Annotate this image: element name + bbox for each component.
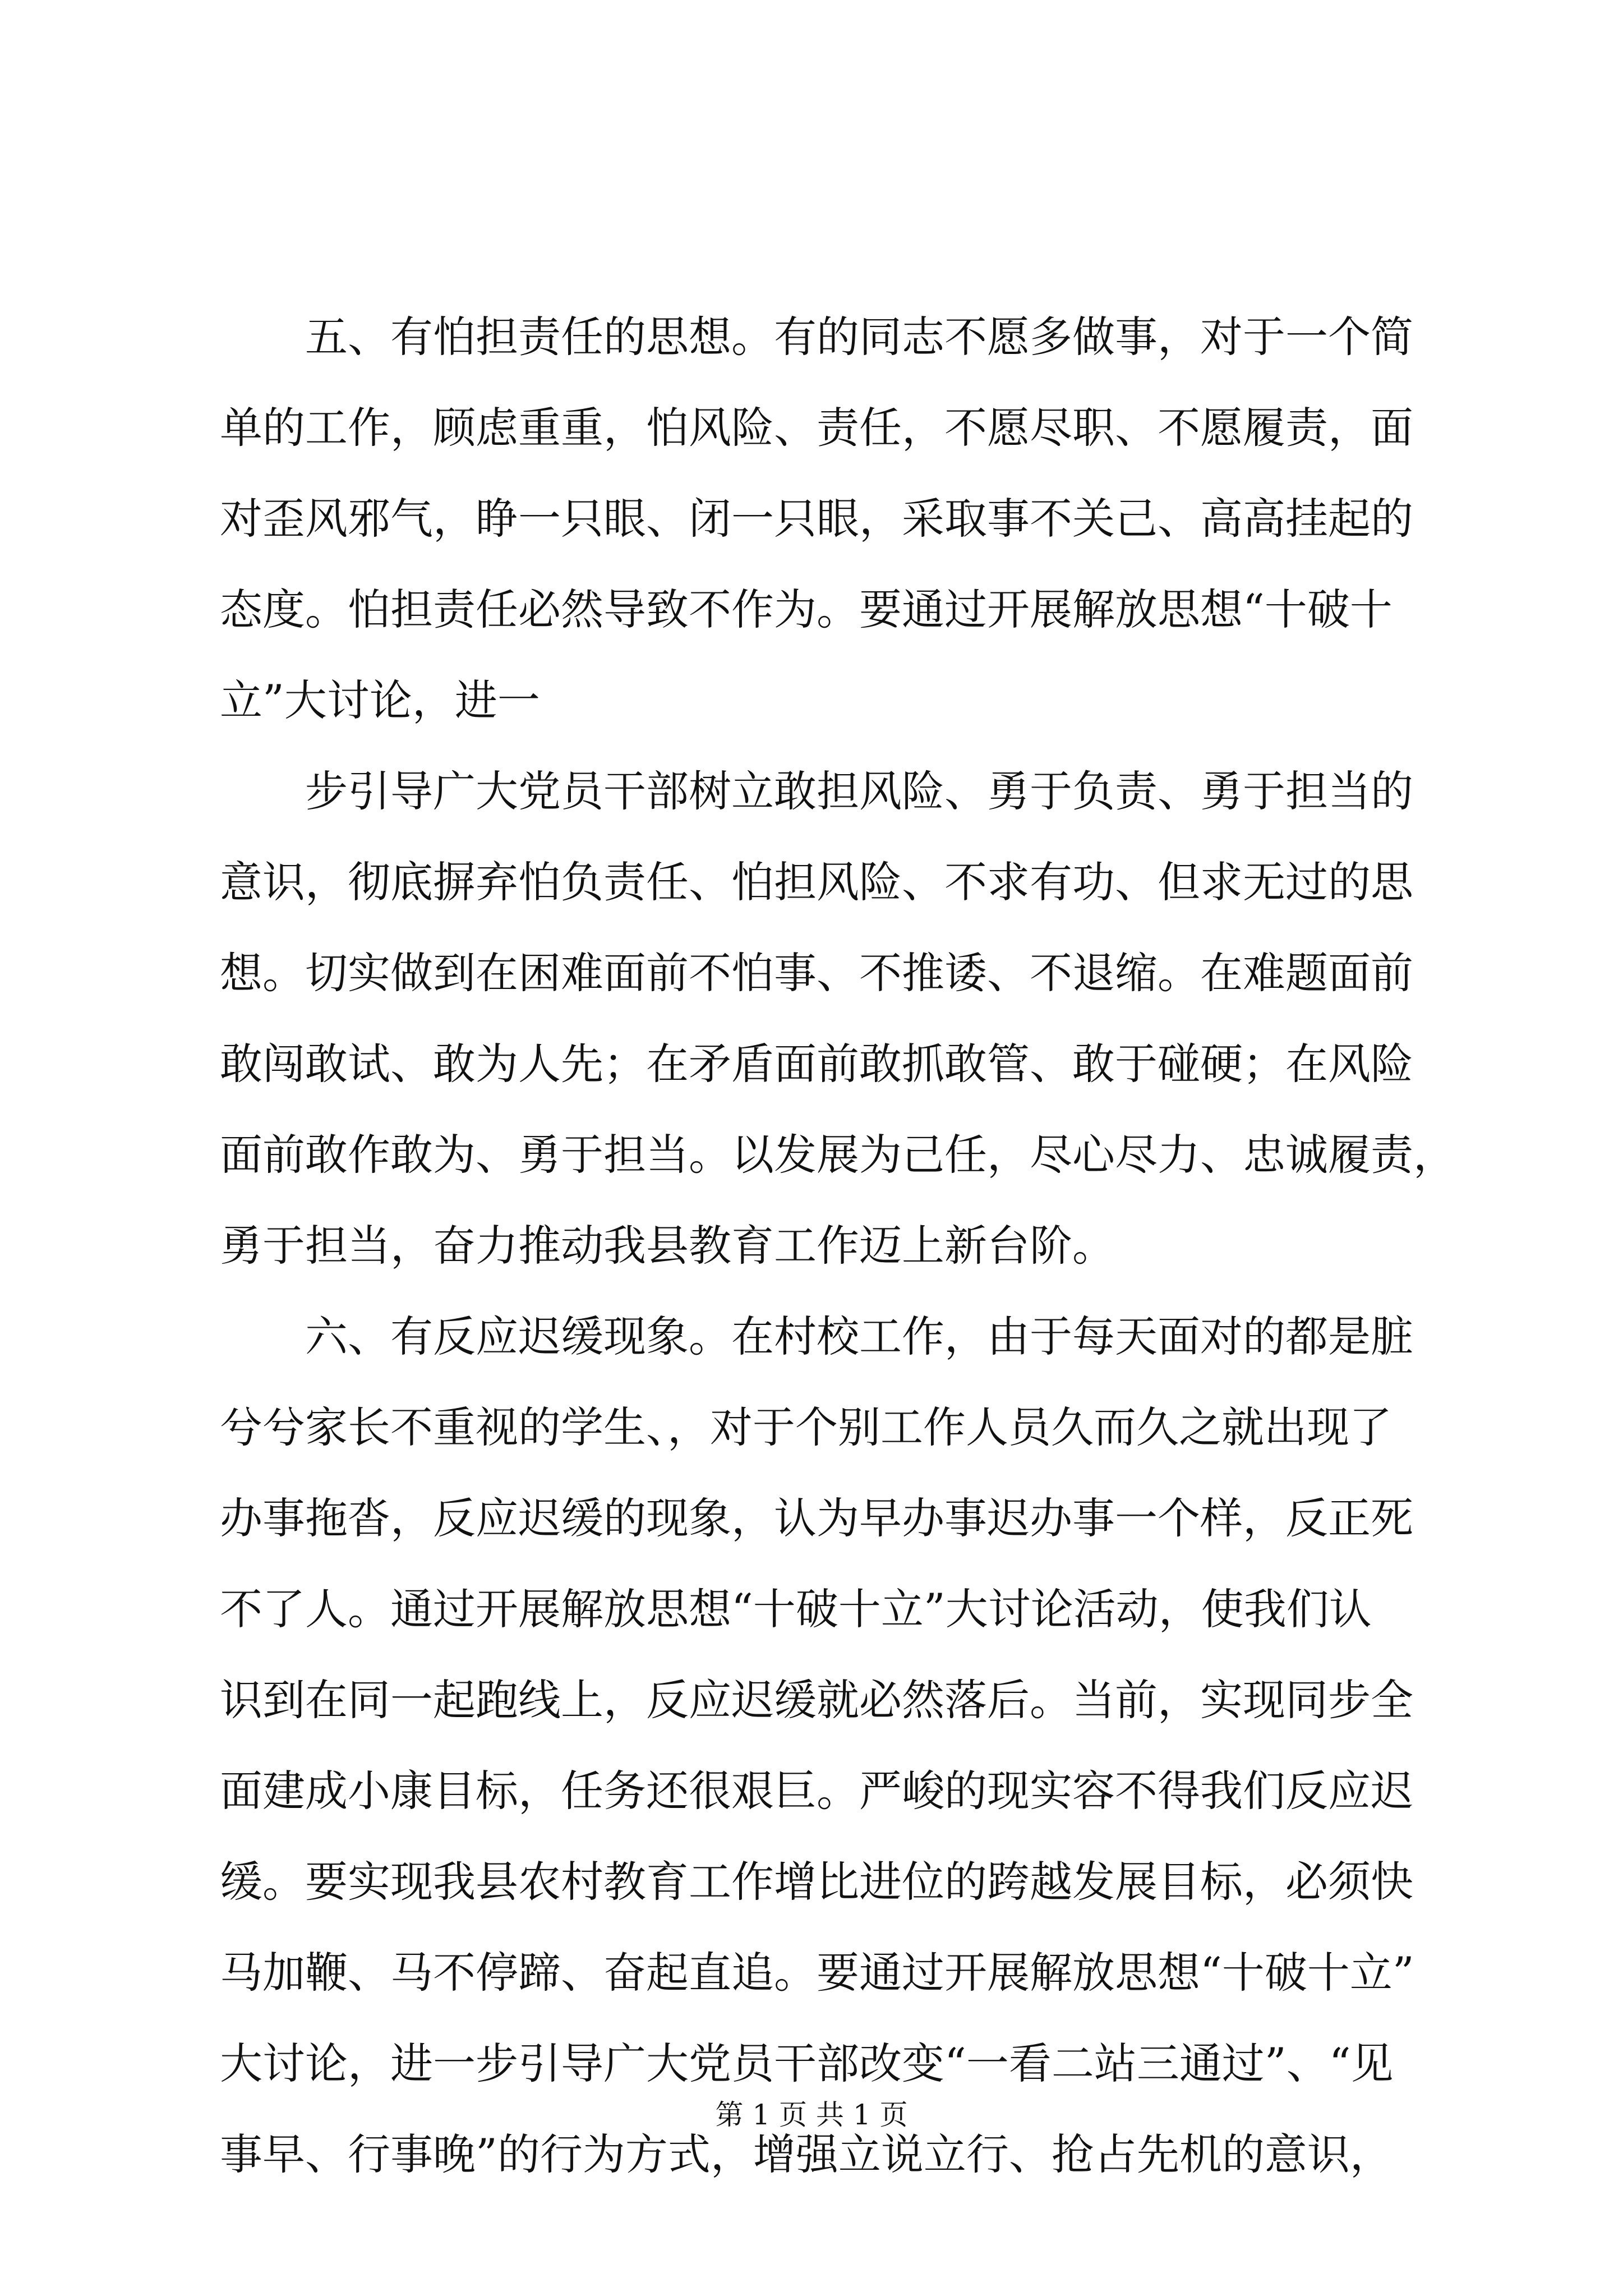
paragraph-line: 办事拖沓，反应迟缓的现象，认为早办事迟办事一个样，反正死 <box>220 1493 1413 1543</box>
paragraph-line: 立”大讨论，进一 <box>220 675 540 725</box>
paragraph-line: 六、有反应迟缓现象。在村校工作，由于每天面对的都是脏 <box>305 1312 1413 1361</box>
page-footer <box>0 2098 1623 2132</box>
paragraph-line: 面前敢作敢为、勇于担当。以发展为己任，尽心尽力、忠诚履责， <box>220 1130 1456 1180</box>
paragraph-line: 勇于担当，奋力推动我县教育工作迈上新台阶。 <box>220 1221 1115 1271</box>
paragraph-line: 五、有怕担责任的思想。有的同志不愿多做事，对于一个简 <box>305 312 1413 362</box>
paragraph-line: 对歪风邪气，睁一只眼、闭一只眼，采取事不关己、高高挂起的 <box>220 494 1413 544</box>
paragraph-line: 面建成小康目标，任务还很艰巨。严峻的现实容不得我们反应迟 <box>220 1766 1413 1816</box>
paragraph-line: 想。切实做到在困难面前不怕事、不推诿、不退缩。在难题面前 <box>220 948 1413 998</box>
paragraph-line: 事早、行事晚”的行为方式，增强立说立行、抢占先机的意识， <box>220 2129 1393 2179</box>
page-number-label: 第 1 页 共 1 页 <box>715 2099 908 2131</box>
paragraph-line: 意识，彻底摒弃怕负责任、怕担风险、不求有功、但求无过的思 <box>220 857 1413 907</box>
paragraph-line: 步引导广大党员干部树立敢担风险、勇于负责、勇于担当的 <box>305 766 1413 816</box>
paragraph-line: 敢闯敢试、敢为人先；在矛盾面前敢抓敢管、敢于碰硬；在风险 <box>220 1039 1413 1089</box>
paragraph-line: 缓。要实现我县农村教育工作增比进位的跨越发展目标，必须快 <box>220 1857 1413 1907</box>
paragraph-line: 态度。怕担责任必然导致不作为。要通过开展解放思想“十破十 <box>220 585 1393 634</box>
paragraph-line: 兮兮家长不重视的学生、，对于个别工作人员久而久之就出现了 <box>220 1402 1392 1452</box>
paragraph-line: 大讨论，进一步引导广大党员干部改变“一看二站三通过”、“见 <box>220 2039 1394 2088</box>
paragraph-line: 马加鞭、马不停蹄、奋起直追。要通过开展解放思想“十破十立” <box>220 1948 1414 1998</box>
document-body <box>220 292 1456 2200</box>
paragraph-line: 单的工作，顾虑重重，怕风险、责任，不愿尽职、不愿履责，面 <box>220 403 1413 453</box>
paragraph-line: 不了人。通过开展解放思想“十破十立”大讨论活动，使我们认 <box>220 1584 1372 1634</box>
paragraph-line: 识到在同一起跑线上，反应迟缓就必然落后。当前，实现同步全 <box>220 1675 1413 1725</box>
